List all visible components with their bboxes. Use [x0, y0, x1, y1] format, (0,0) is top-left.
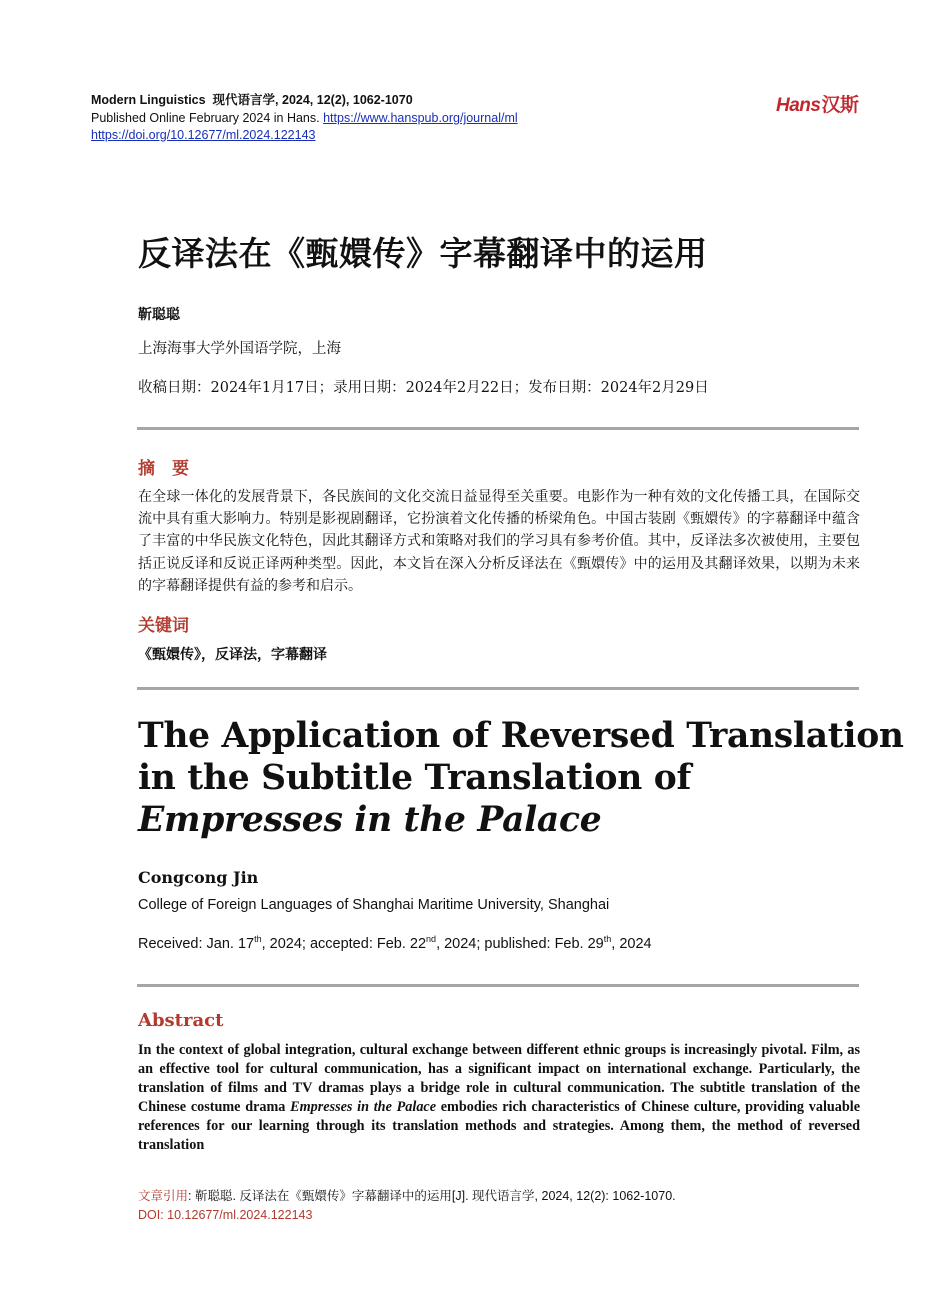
journal-line — [91, 92, 413, 109]
citation-label: 文章引用 — [138, 1188, 189, 1203]
sup-ordinal: th — [603, 934, 612, 944]
affiliation-cn: 上海海事大学外国语学院，上海 — [138, 341, 341, 357]
divider — [137, 427, 859, 430]
sup-ordinal: th — [254, 934, 262, 944]
logo-text-en: Hans — [776, 95, 821, 116]
divider — [137, 984, 859, 987]
author-en: Congcong Jin — [138, 868, 259, 887]
affiliation-en: College of Foreign Languages of Shanghai Maritime University, Shanghai — [138, 897, 610, 913]
accepted-date: , 2024; accepted: Feb. 22 — [261, 935, 427, 952]
hans-logo — [776, 90, 858, 117]
doi-line — [91, 127, 315, 144]
published-text: Published Online February 2024 in Hans. — [91, 111, 320, 125]
abstract-en-part1: In the context of global integration, cultural exchange between different ethnic groups is increasingly pivotal. Film, as an effective tool for cultural communication, has a significant impact on international exchange. Particularly, the translation of films and TV dramas plays a bridge role in cultural communication. The subtitle translation of the Chinese costume drama — [138, 1042, 860, 1115]
journal-name-cn-issue: 现代语言学, 2024, 12(2), 1062-1070 — [212, 93, 413, 107]
year-end: , 2024 — [611, 935, 652, 952]
dates-en — [138, 934, 652, 952]
published-date: , 2024; published: Feb. 29 — [436, 935, 604, 952]
title-en-line2: in the Subtitle Translation of — [138, 758, 692, 798]
published-line — [91, 110, 518, 127]
keywords-heading-cn: 关键词 — [138, 616, 189, 636]
logo-text-cn: 汉斯 — [821, 95, 859, 116]
citation-text: : 靳聪聪. 反译法在《甄嬛传》字幕翻译中的运用[J]. 现代语言学, 2024, 12(2): 1062-1070. — [188, 1189, 676, 1203]
dates-cn: 收稿日期：2024年1月17日；录用日期：2024年2月22日；发布日期：2024年2月29日 — [138, 380, 709, 396]
journal-name-en: Modern Linguistics — [91, 93, 206, 107]
citation-doi: DOI: 10.12677/ml.2024.122143 — [138, 1208, 313, 1222]
abstract-heading-cn: 摘 要 — [138, 459, 189, 479]
abstract-en — [138, 1041, 860, 1155]
title-en-line1: The Application of Reversed Translation — [138, 716, 904, 756]
abstract-en-italic-title: Empresses in the Palace — [290, 1099, 437, 1115]
divider — [137, 687, 859, 690]
title-en — [138, 715, 904, 841]
keywords-cn: 《甄嬛传》，反译法，字幕翻译 — [138, 647, 327, 663]
journal-url-link[interactable]: https://www.hanspub.org/journal/ml — [323, 111, 518, 125]
title-cn: 反译法在《甄嬛传》字幕翻译中的运用 — [138, 234, 708, 273]
doi-url-link[interactable]: https://doi.org/10.12677/ml.2024.122143 — [91, 128, 316, 142]
received-date: Received: Jan. 17 — [138, 935, 255, 952]
title-en-line3: Empresses in the Palace — [138, 800, 602, 840]
citation-block — [138, 1186, 676, 1225]
sup-ordinal: nd — [426, 934, 437, 944]
author-cn: 靳聪聪 — [138, 307, 180, 323]
abstract-cn: 在全球一体化的发展背景下，各民族间的文化交流日益显得至关重要。电影作为一种有效的文化传播工具，在国际交流中具有重大影响力。特别是影视剧翻译，它扮演着文化传播的桥梁角色。中国古装剧《甄嬛传》的字幕翻译中蕴含了丰富的中华民族文化特色，因此其翻译方式和策略对我们的学习具有参考价值。其中，反译法多次被使用，主要包括正说反译和反说正译两种类型。因此，本文旨在深入分析反译法在《甄嬛传》中的运用及其翻译效果，以期为未来的字幕翻译提供有益的参考和启示。 — [138, 489, 860, 594]
abstract-heading-en: Abstract — [138, 1010, 224, 1031]
abstract-en-part2: embodies rich characteristics of Chinese culture, providing valuable references for our learning through its translation methods and strategies. Among them, the method of reversed translation — [138, 1099, 861, 1153]
